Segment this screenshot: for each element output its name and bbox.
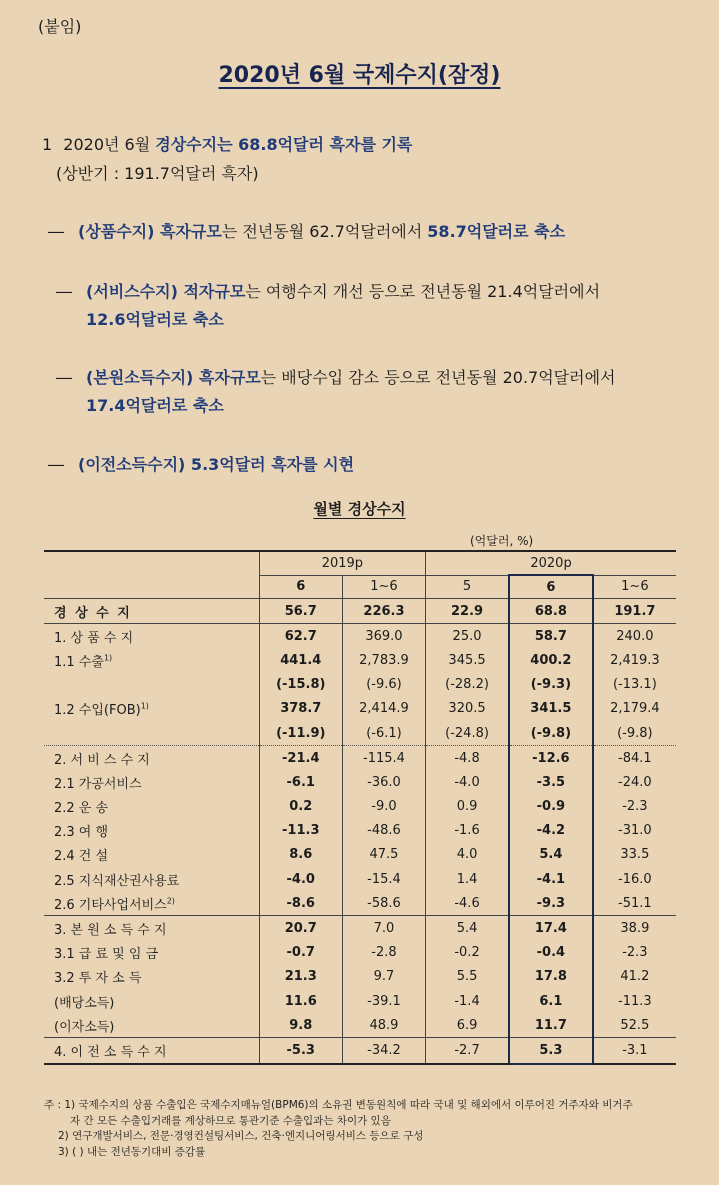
row-label — [44, 989, 259, 1013]
table-row — [44, 1013, 676, 1038]
table-cell: -51.1 — [618, 895, 652, 911]
table-cell: 240.0 — [593, 624, 676, 649]
table-cell: 6.1 — [509, 989, 593, 1013]
table-cell: -115.4 — [342, 746, 425, 771]
row-label-text: 3.1 급 료 및 임 금 — [54, 947, 159, 963]
footnote-ref: 1) — [140, 702, 149, 712]
table-cell: 21.3 — [259, 965, 342, 989]
table-cell: -21.4 — [259, 746, 342, 771]
table-cell: 191.7 — [593, 599, 676, 624]
table-row — [44, 989, 676, 1013]
table-row — [44, 746, 676, 771]
table-cell: -3.1 — [593, 1038, 676, 1064]
table-cell: 11.6 — [259, 989, 342, 1013]
row-label — [44, 1038, 259, 1064]
bullet-dash: ― — [56, 282, 72, 301]
table-cell: 2,419.3 — [610, 652, 660, 668]
table-cell: 6.9 — [426, 1013, 509, 1038]
table-unit: (억달러, %) — [470, 534, 534, 548]
table-cell: -2.7 — [426, 1038, 509, 1064]
table-cell: -3.5 — [509, 770, 593, 794]
table-cell: 11.7 — [509, 1013, 593, 1038]
table-cell: (-15.8) — [259, 673, 342, 697]
row-label-text: 2.2 운 송 — [54, 801, 109, 817]
row-label — [44, 648, 259, 672]
table-cell: 2,783.9 — [342, 648, 425, 672]
table-cell: 58.7 — [509, 624, 593, 649]
table-cell: -4.1 — [509, 867, 593, 891]
table-cell: (-9.8) — [617, 725, 653, 741]
table-row — [44, 795, 676, 819]
table-cell: -15.4 — [342, 867, 425, 891]
table-row — [44, 819, 676, 843]
table-cell: 17.4 — [509, 916, 593, 941]
row-label-text: 1.1 수출 — [54, 654, 104, 670]
table-row — [44, 843, 676, 867]
table-cell: (-9.8) — [509, 721, 593, 746]
table-cell: -24.0 — [618, 774, 652, 790]
row-label — [44, 721, 259, 746]
table-cell: -4.0 — [259, 867, 342, 891]
bullet-dash: ― — [48, 222, 64, 241]
table-cell: -16.0 — [618, 871, 652, 887]
bullet-services — [56, 278, 600, 334]
header-year-2019: 2019p — [259, 551, 425, 575]
row-label-text: 4. 이 전 소 득 수 지 — [54, 1044, 167, 1060]
bullet-continuation: 12.6억달러로 축소 — [86, 310, 224, 329]
table-cell: 41.2 — [620, 969, 650, 985]
row-label-text: 경 상 수 지 — [54, 605, 132, 621]
table-row — [44, 721, 676, 746]
bullet-dash: ― — [48, 455, 64, 474]
bullet-continuation: 17.4억달러로 축소 — [86, 396, 224, 415]
bullet-highlight: (이전소득수지) 5.3억달러 흑자를 시현 — [78, 455, 355, 474]
row-label-text: (이자소득) — [54, 1019, 115, 1035]
table-cell: -4.6 — [426, 891, 509, 916]
table-cell: -5.3 — [259, 1038, 342, 1064]
table-row — [44, 599, 676, 624]
table-cell: 4.0 — [426, 843, 509, 867]
row-label — [44, 819, 259, 843]
table-cell: -2.8 — [342, 941, 425, 965]
bullet-highlight: (서비스수지) 적자규모 — [86, 282, 246, 301]
table-row — [44, 867, 676, 891]
table-cell: 5.5 — [426, 965, 509, 989]
row-label — [44, 697, 259, 721]
row-label — [44, 746, 259, 771]
row-label-text: 2.6 기타사업서비스 — [54, 897, 167, 913]
table-cell: 25.0 — [426, 624, 509, 649]
table-row — [44, 648, 676, 672]
table-cell: -4.0 — [426, 770, 509, 794]
table-cell: 38.9 — [593, 916, 676, 941]
footnote: 자 간 모든 수출입거래를 계상하므로 통관기준 수출입과는 차이가 있음 — [70, 1114, 391, 1127]
header-col: 6 — [259, 575, 342, 599]
table-cell: (-9.6) — [342, 673, 425, 697]
table-cell: -12.6 — [509, 746, 593, 771]
table-cell: -0.7 — [259, 941, 342, 965]
summary-sub: (상반기 : 191.7억달러 흑자) — [56, 164, 259, 183]
table-cell: -6.1 — [259, 770, 342, 794]
row-label — [44, 965, 259, 989]
table-cell: -1.4 — [426, 989, 509, 1013]
table-cell: 7.0 — [342, 916, 425, 941]
table-cell: 56.7 — [259, 599, 342, 624]
table-cell: (-24.8) — [426, 721, 509, 746]
table-cell: -4.2 — [509, 819, 593, 843]
row-label-text: 1. 상 품 수 지 — [54, 630, 134, 646]
row-label-text: 2.1 가공서비스 — [54, 776, 142, 792]
table-cell: 47.5 — [342, 843, 425, 867]
row-label — [44, 916, 259, 941]
table-row — [44, 965, 676, 989]
table-row — [44, 891, 676, 916]
table-row — [44, 916, 676, 941]
row-label — [44, 673, 259, 697]
current-account-table — [44, 550, 676, 1065]
table-cell: -84.1 — [593, 746, 676, 771]
table-cell: (-6.1) — [342, 721, 425, 746]
table-cell: -9.0 — [342, 795, 425, 819]
table-cell: 341.5 — [509, 697, 593, 721]
table-cell: -2.3 — [622, 945, 648, 961]
page-title: 2020년 6월 국제수지(잠정) — [218, 63, 501, 88]
summary-line — [42, 131, 412, 159]
header-corner — [44, 551, 259, 599]
table-cell: 369.0 — [342, 624, 425, 649]
table-cell: 20.7 — [259, 916, 342, 941]
row-label — [44, 891, 259, 916]
bullet-highlight: (본원소득수지) 흑자규모 — [86, 368, 261, 387]
bullet-goods — [48, 218, 565, 246]
bullet-secondary-income — [48, 451, 354, 479]
footnote: 주 : 1) 국제수지의 상품 수출입은 국제수지매뉴얼(BPM6)의 소유권 변동원칙에 따라 국내 및 해외에서 이루어진 거주자와 비거주 — [44, 1099, 633, 1111]
bullet-highlight-2: 58.7억달러로 축소 — [427, 222, 566, 241]
table-cell: 400.2 — [509, 648, 593, 672]
table-cell: 320.5 — [426, 697, 509, 721]
table-cell: 0.9 — [426, 795, 509, 819]
table-cell: 33.5 — [620, 847, 650, 863]
table-row — [44, 673, 676, 697]
table-row — [44, 697, 676, 721]
table-cell: 1.4 — [426, 867, 509, 891]
table-cell: -0.2 — [426, 941, 509, 965]
bullet-highlight: (상품수지) 흑자규모 — [78, 222, 222, 241]
table-cell: 22.9 — [426, 599, 509, 624]
row-label-text: (배당소득) — [54, 995, 115, 1011]
table-cell: 2,414.9 — [342, 697, 425, 721]
header-col: 6 — [509, 575, 593, 599]
table-cell: 441.4 — [259, 648, 342, 672]
table-row — [44, 624, 676, 649]
table-cell: (-11.9) — [259, 721, 342, 746]
row-label-text: 2. 서 비 스 수 지 — [54, 752, 150, 768]
table-cell: 5.4 — [426, 916, 509, 941]
row-label-text: 2.5 지식재산권사용료 — [54, 873, 180, 889]
row-label-text: 1.2 수입(FOB) — [54, 703, 141, 719]
row-label — [44, 624, 259, 649]
row-label — [44, 770, 259, 794]
table-cell: -11.3 — [259, 819, 342, 843]
footnote: 2) 연구개발서비스, 전문·경영컨설팅서비스, 건축·엔지니어링서비스 등으로 구성 — [58, 1130, 424, 1142]
table-cell: (-28.2) — [426, 673, 509, 697]
row-label — [44, 1013, 259, 1038]
row-label-text: 2.3 여 행 — [54, 825, 109, 841]
attachment-label: (붙임) — [38, 17, 82, 36]
table-cell: -31.0 — [618, 823, 652, 839]
table-cell: 9.7 — [342, 965, 425, 989]
table-cell: -2.3 — [622, 799, 648, 815]
table-cell: -34.2 — [342, 1038, 425, 1064]
table-cell: -58.6 — [342, 891, 425, 916]
table-cell: 48.9 — [342, 1013, 425, 1038]
row-label-text: 3. 본 원 소 득 수 지 — [54, 923, 167, 939]
table-cell: 378.7 — [259, 697, 342, 721]
table-row — [44, 1038, 676, 1064]
row-label — [44, 599, 259, 624]
table-cell: 0.2 — [259, 795, 342, 819]
row-label — [44, 867, 259, 891]
table-cell: -4.8 — [426, 746, 509, 771]
bullet-dash: ― — [56, 368, 72, 387]
table-header-years — [44, 551, 676, 575]
header-year-2020: 2020p — [426, 551, 676, 575]
summary-highlight: 경상수지는 68.8억달러 흑자를 기록 — [155, 135, 413, 154]
row-label-text: 2.4 건 설 — [54, 849, 109, 865]
table-cell: -11.3 — [618, 993, 652, 1009]
table-title: 월별 경상수지 — [313, 500, 406, 518]
table-cell: 8.6 — [259, 843, 342, 867]
table-cell: 62.7 — [259, 624, 342, 649]
table-cell: -8.6 — [259, 891, 342, 916]
table-cell: (-9.3) — [509, 673, 593, 697]
table-cell: 226.3 — [342, 599, 425, 624]
footnotes — [44, 1098, 709, 1160]
footnote: 3) ( ) 내는 전년동기대비 증감률 — [58, 1145, 206, 1158]
row-label — [44, 941, 259, 965]
table-row — [44, 770, 676, 794]
table-row — [44, 941, 676, 965]
table-cell: -39.1 — [342, 989, 425, 1013]
row-label — [44, 843, 259, 867]
row-label — [44, 795, 259, 819]
table-cell: 345.5 — [426, 648, 509, 672]
table-cell: 68.8 — [509, 599, 593, 624]
footnote-ref: 1) — [103, 653, 113, 663]
row-label-text: 3.2 투 자 소 득 — [54, 971, 142, 987]
summary-number: 1 — [42, 135, 53, 154]
table-cell: 5.3 — [509, 1038, 593, 1064]
bullet-text: 는 배당수입 감소 등으로 전년동월 20.7억달러에서 — [260, 368, 616, 387]
header-col: 1~6 — [342, 575, 425, 599]
table-cell: -36.0 — [342, 770, 425, 794]
table-cell: -48.6 — [342, 819, 425, 843]
table-cell: -0.9 — [509, 795, 593, 819]
table-cell: (-13.1) — [612, 677, 657, 693]
table-cell: 9.8 — [259, 1013, 342, 1038]
bullet-text: 는 전년동월 62.7억달러에서 — [221, 222, 428, 241]
bullet-text: 는 여행수지 개선 등으로 전년동월 21.4억달러에서 — [245, 282, 601, 301]
table-cell: 17.8 — [509, 965, 593, 989]
header-col: 1~6 — [593, 575, 676, 599]
summary-pre: 2020년 6월 — [63, 135, 156, 154]
table-cell: 52.5 — [620, 1017, 650, 1033]
footnote-ref: 2) — [166, 896, 175, 906]
table-cell: -1.6 — [426, 819, 509, 843]
table-cell: -0.4 — [509, 941, 593, 965]
table-cell: -9.3 — [509, 891, 593, 916]
bullet-primary-income — [56, 364, 616, 420]
table-cell: 2,179.4 — [610, 701, 660, 717]
table-cell: 5.4 — [509, 843, 593, 867]
header-col: 5 — [426, 575, 509, 599]
